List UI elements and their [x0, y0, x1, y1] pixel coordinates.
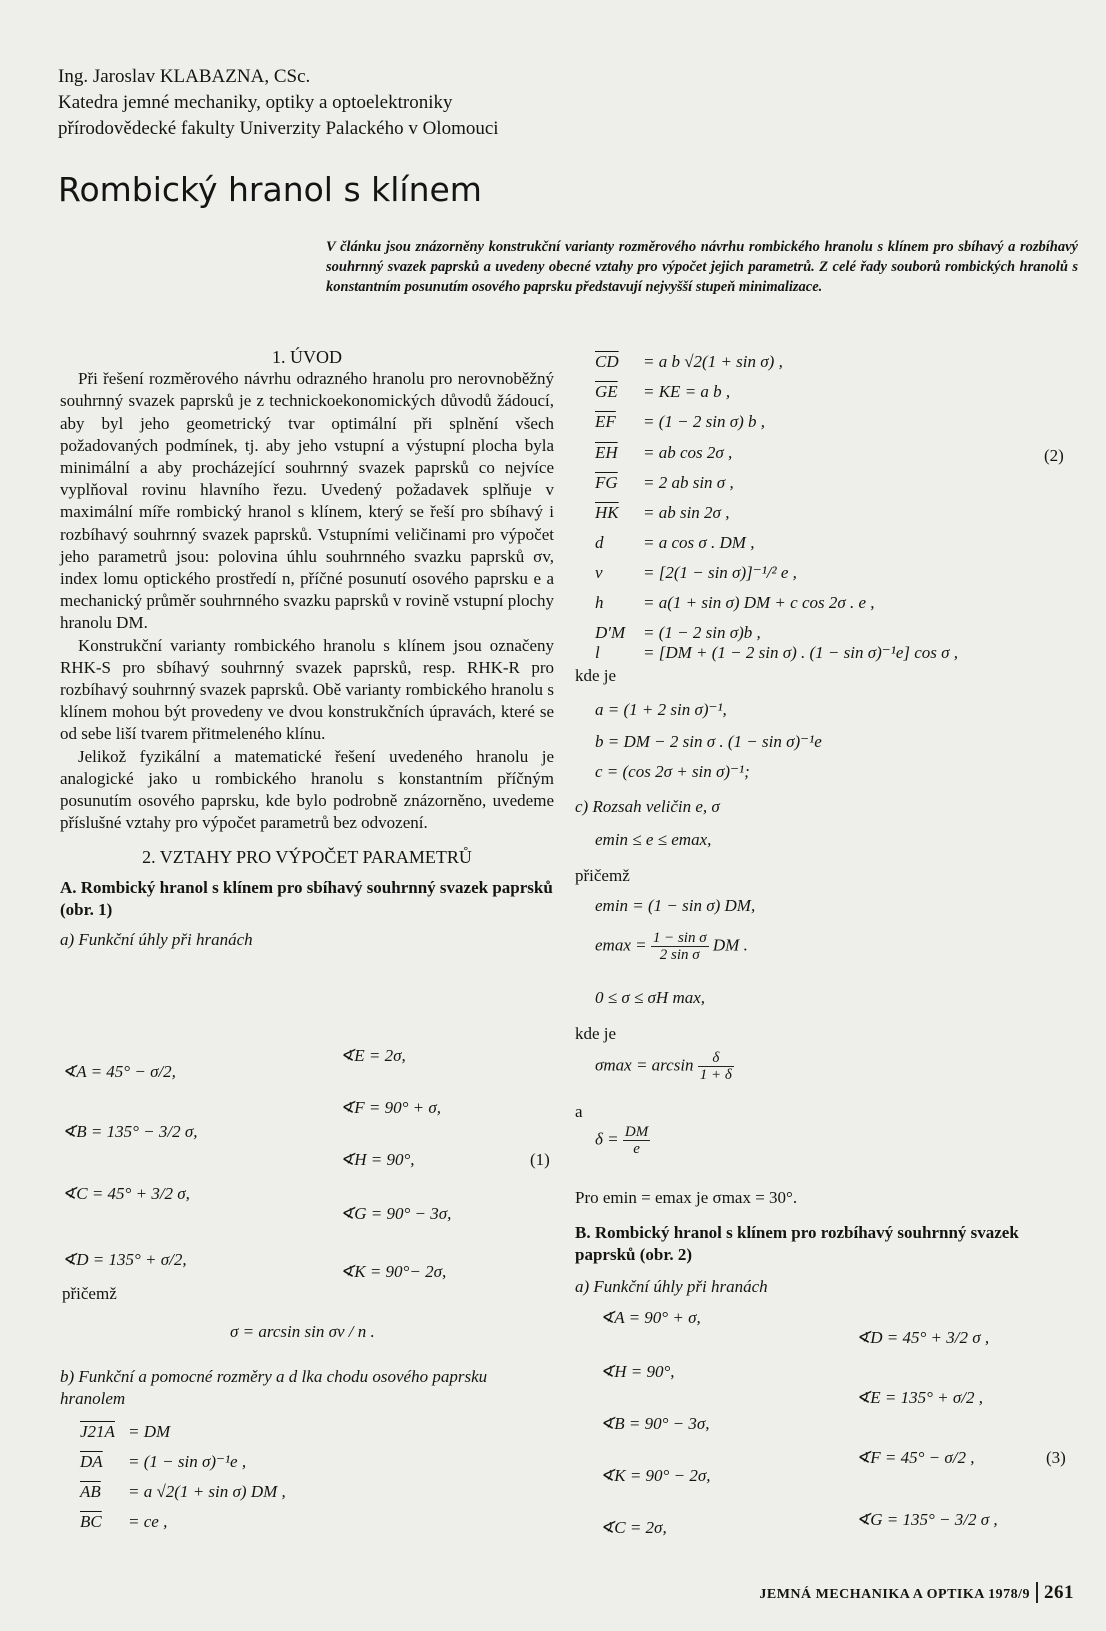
dim-symbol: $\overline{BC}$	[80, 1512, 102, 1531]
sigma-max-fraction	[698, 1050, 734, 1083]
eq-angle-h: ∢H = 90°,	[340, 1150, 415, 1169]
eq-delta	[595, 1124, 650, 1157]
dim-row	[595, 412, 765, 432]
pricemz-label-2: přičemž	[575, 866, 630, 885]
dim-row	[80, 1482, 286, 1502]
delta-lhs: δ =	[595, 1129, 619, 1149]
eq-range-e: emin ≤ e ≤ emax,	[595, 830, 712, 849]
dim-symbol: $\overline{FG}$	[595, 473, 618, 492]
eq3-angle-b: ∢B = 90° − 3σ,	[600, 1414, 710, 1433]
dim-value: = (1 − sin σ)⁻¹e ,	[128, 1452, 247, 1471]
dim-value: = DM	[128, 1422, 171, 1441]
left-column	[60, 346, 554, 951]
dim-value: = (1 − 2 sin σ) b ,	[643, 412, 765, 431]
dim-symbol: h	[595, 593, 604, 612]
delta-numerator: DM	[624, 1124, 649, 1140]
delta-fraction	[623, 1124, 650, 1157]
eq-angle-b: ∢B = 135° − 3/2 σ,	[62, 1122, 198, 1141]
eq-angle-g: ∢G = 90° − 3σ,	[340, 1204, 452, 1223]
eq-c-def: c = (cos 2σ + sin σ)⁻¹;	[595, 762, 750, 781]
pricemz-label: přičemž	[62, 1284, 117, 1303]
eq-angle-c: ∢C = 45° + 3/2 σ,	[62, 1184, 190, 1203]
eq-emin: emin = (1 − sin σ) DM,	[595, 896, 756, 915]
functional-angles-heading-2: a) Funkční úhly při hranách	[575, 1277, 768, 1296]
eq3-angle-f: ∢F = 45° − σ/2 ,	[856, 1448, 975, 1467]
dim-symbol: D′M	[595, 623, 626, 642]
department: Katedra jemné mechaniky, optiky a optoelektroniky	[58, 92, 453, 113]
eq-emax	[595, 930, 748, 963]
eq3-angle-d: ∢D = 45° + 3/2 σ ,	[856, 1328, 990, 1347]
dim-row	[595, 503, 729, 523]
dim-row	[80, 1422, 170, 1442]
abstract: V článku jsou znázorněny konstrukční varianty rozměrového návrhu rombického hranolu s klínem pro sbíhavý a rozbíhavý souhrnný svazek paprsků a uvedeny obecné vztahy pro výpočet jejich parametrů. Z celé řady souborů rombických hranolů s konstantním posunutím osového paprsku představují nejvyšší stupeň minimalizace.	[326, 239, 1078, 295]
dim-value: = ab sin 2σ ,	[643, 503, 730, 522]
dim-value: = (1 − 2 sin σ)b ,	[643, 623, 761, 642]
dim-symbol: l	[595, 643, 600, 662]
dim-symbol: $\overline{AB}$	[80, 1482, 101, 1501]
dim-symbol: v	[595, 563, 603, 582]
author-block	[58, 64, 499, 142]
dim-row	[595, 593, 875, 613]
dim-value: = ce ,	[128, 1512, 168, 1531]
dim-row	[595, 623, 761, 643]
sigma-max-denominator: 1 + δ	[699, 1067, 732, 1083]
eq3-angle-c: ∢C = 2σ,	[600, 1518, 667, 1537]
subsection-b-title: B. Rombický hranol s klínem pro rozbíhavý souhrnný svazek paprsků (obr. 2)	[575, 1223, 1019, 1264]
eq3-angle-e: ∢E = 135° + σ/2 ,	[856, 1388, 983, 1407]
intro-paragraph-2: Konstrukční varianty rombického hranolu s klínem jsou označeny RHK-S pro sbíhavý souhrnný svazek paprsků, resp. RHK-R pro rozbíhavý souhrnný svazek paprsků. Obě varianty rombického hranolu s klínem mohou být provedeny ve dvou konstrukčních úpravách, které se od sebe liší tvarem přitmeleného klínu.	[60, 635, 554, 744]
dim-value: = ab cos 2σ ,	[643, 443, 733, 462]
dim-value: = KE = a b ,	[643, 382, 731, 401]
emax-numerator: 1 − sin σ	[652, 930, 707, 946]
dim-value: = a √2(1 + sin σ) DM ,	[128, 1482, 286, 1501]
emax-denominator: 2 sin σ	[659, 947, 700, 963]
dim-row	[595, 563, 797, 583]
intro-paragraph-1: Při řešení rozměrového návrhu odrazného hranolu pro nerovnoběžný souhrnný svazek paprsků je z technickoekonomických důvodů žádoucí, aby byl jeho geometrický tvar optimální při splnění všech požadovaných podmínek, tj. aby jeho vstupní a výstupní plocha byla minimální a aby procházející souhrnný svazek paprsků co nejvíce vyplňoval rovinu hlavního řezu. Uvedený požadavek splňuje v maximální míře rombický hranol s klínem, který se řeší pro sbíhavý i rozbíhavý souhrnný svazek paprsků. Vstupními veličinami pro výpočet jeho parametrů jsou: polovina úhlu souhrnného svazku paprsků σv, index lomu optického prostředí n, příčné posunutí osového paprsku e a mechanický průměr souhrnného svazku paprsků v rovině vstupní plochy hranolu DM.	[60, 369, 554, 633]
eq3-angle-h: ∢H = 90°,	[600, 1362, 675, 1381]
dim-symbol: d	[595, 533, 604, 552]
section-2-title: 2. VZTAHY PRO VÝPOČET PARAMETRŮ	[142, 847, 472, 868]
eq-a-def: a = (1 + 2 sin σ)⁻¹,	[595, 700, 727, 719]
kde-je-label-2: kde je	[575, 1024, 617, 1043]
dim-value: = [2(1 − sin σ)]⁻¹/² e ,	[643, 563, 797, 582]
sigma-max-lhs: σmax = arcsin	[595, 1055, 694, 1075]
eq3-angle-k: ∢K = 90° − 2σ,	[600, 1466, 711, 1485]
subsection-a-title: A. Rombický hranol s klínem pro sbíhavý souhrnný svazek paprsků (obr. 1)	[60, 877, 553, 919]
eq-angle-d: ∢D = 135° + σ/2,	[62, 1250, 187, 1269]
delta-denominator: e	[633, 1141, 640, 1157]
dim-row	[595, 533, 754, 553]
journal-name: JEMNÁ MECHANIKA A OPTIKA 1978/9	[759, 1587, 1030, 1602]
faculty: přírodovědecké fakulty Univerzity Palackého v Olomouci	[58, 118, 499, 139]
dim-symbol: $\overline{EH}$	[595, 443, 618, 462]
dim-row	[595, 643, 958, 663]
dim-symbol: $\overline{EF}$	[595, 412, 616, 431]
eq-angle-a: ∢A = 45° − σ/2,	[62, 1062, 176, 1081]
emax-lhs: emax =	[595, 935, 647, 955]
eq-angle-k: ∢K = 90°− 2σ,	[340, 1262, 447, 1281]
dim-row	[80, 1452, 246, 1472]
dimensions-heading: b) Funkční a pomocné rozměry a d lka chodu osového paprsku hranolem	[60, 1367, 488, 1409]
kde-je-label: kde je	[575, 666, 617, 685]
eq-range-sigma: 0 ≤ σ ≤ σH max,	[595, 988, 706, 1007]
equation-number-3: (3)	[1046, 1448, 1066, 1467]
author-name: Ing. Jaroslav KLABAZNA, CSc.	[58, 66, 311, 87]
dim-row	[595, 443, 732, 463]
article-title: Rombický hranol s klínem	[58, 170, 482, 209]
emax-rhs: DM .	[712, 935, 748, 955]
dim-symbol: $\overline{DA}$	[80, 1452, 103, 1471]
eq-angle-f: ∢F = 90° + σ,	[340, 1098, 442, 1117]
sigma-max-numerator: δ	[698, 1050, 734, 1067]
emax-fraction	[651, 930, 709, 963]
range-heading: c) Rozsah veličin e, σ	[575, 797, 720, 816]
section-1-title: 1. ÚVOD	[272, 347, 342, 367]
eq-sigma: σ = arcsin sin σv / n .	[230, 1322, 375, 1341]
dim-row	[595, 352, 783, 372]
dim-row	[595, 382, 730, 402]
dim-symbol: J21A	[80, 1422, 115, 1441]
dim-symbol: $\overline{CD}$	[595, 352, 619, 371]
dim-value: = a(1 + sin σ) DM + c cos 2σ . e ,	[643, 593, 875, 612]
eq-sigma-max	[595, 1050, 734, 1083]
pro-line: Pro emin = emax je σmax = 30°.	[575, 1188, 798, 1207]
dim-symbol: $\overline{GE}$	[595, 382, 618, 401]
a-conjunction: a	[575, 1102, 583, 1121]
functional-angles-heading: a) Funkční úhly při hranách	[60, 930, 253, 950]
eq3-angle-a: ∢A = 90° + σ,	[600, 1308, 701, 1327]
page-footer	[759, 1582, 1074, 1604]
intro-paragraph-3: Jelikož fyzikální a matematické řešení uvedeného hranolu je analogické jako u rombického hranolu s konstantním příčným posunutím osového paprsku, kde bylo podrobně znázorněno, uvedeme příslušné vztahy pro výpočet parametrů bez odvození.	[60, 746, 554, 833]
dim-row	[80, 1512, 167, 1532]
dim-row	[595, 473, 734, 493]
dim-value: = 2 ab sin σ ,	[643, 473, 734, 492]
eq-b-def: b = DM − 2 sin σ . (1 − sin σ)⁻¹e	[595, 732, 822, 751]
equation-number-1: (1)	[530, 1150, 550, 1169]
eq-angle-e: ∢E = 2σ,	[340, 1046, 406, 1065]
dim-value: = [DM + (1 − 2 sin σ) . (1 − sin σ)⁻¹e] cos σ ,	[643, 643, 959, 662]
dim-symbol: $\overline{HK}$	[595, 503, 619, 522]
eq3-angle-g: ∢G = 135° − 3/2 σ ,	[856, 1510, 998, 1529]
dim-value: = a cos σ . DM ,	[643, 533, 755, 552]
page-number: 261	[1036, 1582, 1074, 1603]
dim-value: = a b √2(1 + sin σ) ,	[643, 352, 783, 371]
equation-number-2: (2)	[1044, 446, 1064, 465]
